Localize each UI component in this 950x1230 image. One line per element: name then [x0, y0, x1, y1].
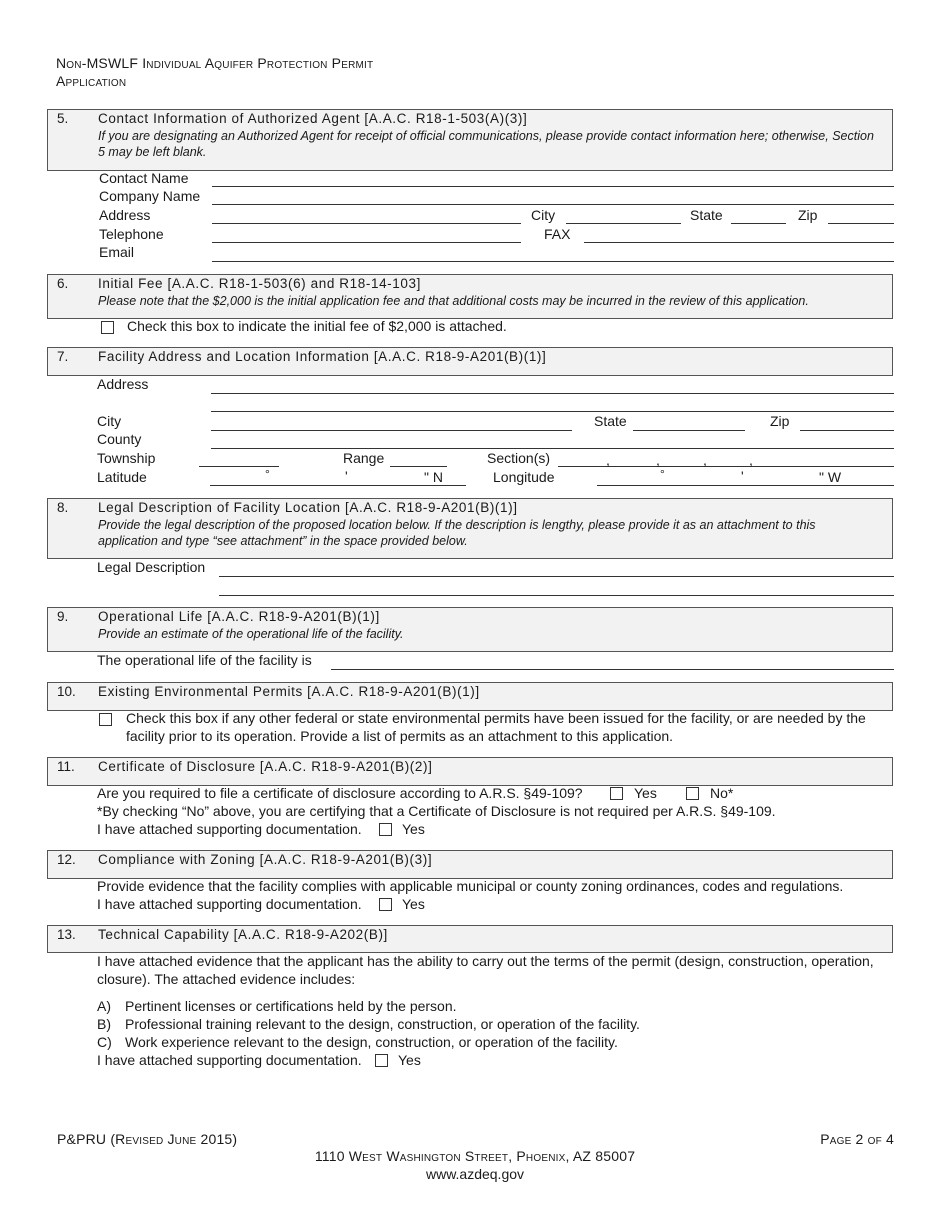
agent-zip-label: Zip	[798, 207, 818, 223]
latitude-minute-mark: '	[345, 468, 348, 484]
section-number: 13.	[57, 927, 76, 942]
zoning-attached-label: I have attached supporting documentation.	[97, 896, 362, 912]
disclosure-question: Are you required to file a certificate of disclosure according to A.R.S. §49-109?	[97, 785, 583, 801]
longitude-field[interactable]	[597, 485, 894, 486]
telephone-field[interactable]	[212, 242, 521, 243]
fax-label: FAX	[544, 226, 571, 242]
company-name-label: Company Name	[99, 188, 201, 204]
disclosure-attached-checkbox[interactable]	[379, 823, 392, 836]
disclosure-no-label: No*	[710, 785, 734, 801]
section-number: 6.	[57, 276, 69, 291]
company-name-field[interactable]	[212, 204, 894, 205]
disclosure-attached-yes: Yes	[402, 821, 425, 837]
longitude-label: Longitude	[493, 469, 555, 485]
section-number: 10.	[57, 684, 76, 699]
revision-label: P&PRU (Revised June 2015)	[57, 1131, 238, 1147]
section-instructions: Provide an estimate of the operational life of the facility.	[98, 627, 404, 641]
existing-permits-check-label-1: Check this box if any other federal or state environmental permits have been issued for the facility, or are needed by the	[126, 710, 866, 726]
facility-address-field-2[interactable]	[211, 411, 894, 412]
section-instructions: Provide the legal description of the proposed location below. If the description is lengthy, please provide it as an attachment to this application and type “see attachment” in the space provided below.	[98, 518, 816, 548]
sections-comma: ,	[656, 452, 660, 468]
footer-website[interactable]: www.azdeq.gov	[425, 1166, 525, 1182]
section-7-header	[47, 347, 893, 376]
section-number: 8.	[57, 500, 69, 515]
agent-address-label: Address	[99, 207, 151, 223]
longitude-seconds-w: " W	[819, 469, 842, 485]
sections-label: Section(s)	[487, 450, 551, 466]
operational-life-label: The operational life of the facility is	[97, 652, 312, 668]
section-title: Facility Address and Location Information [A.A.C. R18-9-A201(B)(1)]	[98, 349, 547, 364]
section-9-header	[47, 607, 893, 652]
section-11-header	[47, 757, 893, 786]
technical-item-letter: B)	[97, 1016, 111, 1032]
technical-text-1: I have attached evidence that the applicant has the ability to carry out the terms of the permit (design, construction, operation,	[97, 953, 874, 969]
sections-comma: ,	[749, 452, 753, 468]
facility-address-label: Address	[97, 376, 149, 392]
zoning-attached-yes: Yes	[402, 896, 425, 912]
agent-state-field[interactable]	[731, 223, 786, 224]
range-field[interactable]	[390, 466, 447, 467]
form-title-line2: Application	[56, 73, 127, 89]
facility-zip-label: Zip	[770, 413, 790, 429]
technical-item-text: Work experience relevant to the design, construction, or operation of the facility.	[125, 1034, 618, 1050]
contact-name-field[interactable]	[212, 186, 894, 187]
disclosure-yes-label: Yes	[634, 785, 657, 801]
facility-zip-field[interactable]	[800, 430, 894, 431]
zoning-text: Provide evidence that the facility complies with applicable municipal or county zoning ordinances, codes and regulations.	[97, 878, 844, 894]
section-number: 7.	[57, 349, 69, 364]
fax-field[interactable]	[584, 242, 894, 243]
disclosure-note: *By checking “No” above, you are certifying that a Certificate of Disclosure is not required per A.R.S. §49-109.	[97, 803, 776, 819]
initial-fee-check-label: Check this box to indicate the initial fee of $2,000 is attached.	[127, 318, 507, 334]
section-number: 5.	[57, 111, 69, 126]
facility-state-label: State	[594, 413, 627, 429]
email-field[interactable]	[212, 261, 894, 262]
form-title-line1: Non-MSWLF Individual Aquifer Protection Permit	[56, 55, 374, 71]
latitude-label: Latitude	[97, 469, 147, 485]
section-13-header	[47, 925, 893, 953]
facility-city-field[interactable]	[211, 430, 572, 431]
county-field[interactable]	[211, 448, 894, 449]
facility-city-label: City	[97, 413, 122, 429]
legal-description-field[interactable]	[219, 576, 894, 577]
contact-name-label: Contact Name	[99, 170, 189, 186]
page-number: Page 2 of 4	[820, 1131, 894, 1147]
section-title: Legal Description of Facility Location [A.A.C. R18-9-A201(B)(1)]	[98, 500, 518, 515]
agent-zip-field[interactable]	[828, 223, 894, 224]
technical-item-letter: A)	[97, 998, 111, 1014]
telephone-label: Telephone	[99, 226, 164, 242]
section-12-header	[47, 850, 893, 879]
technical-attached-yes: Yes	[398, 1052, 421, 1068]
disclosure-yes-checkbox[interactable]	[610, 787, 623, 800]
disclosure-attached-label: I have attached supporting documentation.	[97, 821, 362, 837]
email-label: Email	[99, 244, 135, 260]
existing-permits-check-label-2: facility prior to its operation. Provide a list of permits as an attachment to this application.	[126, 728, 674, 744]
agent-city-label: City	[531, 207, 556, 223]
legal-description-field-2[interactable]	[219, 595, 894, 596]
latitude-degree-mark: °	[265, 467, 270, 481]
section-10-header	[47, 682, 893, 711]
zoning-attached-checkbox[interactable]	[379, 898, 392, 911]
technical-attached-label: I have attached supporting documentation.	[97, 1052, 362, 1068]
section-title: Operational Life [A.A.C. R18-9-A201(B)(1)]	[98, 609, 380, 624]
technical-item-text: Professional training relevant to the design, construction, or operation of the facility.	[125, 1016, 640, 1032]
technical-item-text: Pertinent licenses or certifications held by the person.	[125, 998, 457, 1014]
facility-address-field[interactable]	[211, 393, 894, 394]
section-8-header	[47, 498, 893, 559]
section-instructions: Please note that the $2,000 is the initial application fee and that additional costs may be incurred in the review of this application.	[98, 294, 809, 308]
section-number: 9.	[57, 609, 69, 624]
section-5-header	[47, 109, 893, 171]
operational-life-field[interactable]	[331, 669, 894, 670]
agent-state-label: State	[690, 207, 723, 223]
footer-address: 1110 West Washington Street, Phoenix, AZ 85007	[314, 1148, 636, 1164]
section-title: Contact Information of Authorized Agent [A.A.C. R18-1-503(A)(3)]	[98, 111, 528, 126]
sections-comma: ,	[606, 452, 610, 468]
section-number: 11.	[57, 759, 75, 774]
section-title: Existing Environmental Permits [A.A.C. R18-9-A201(B)(1)]	[98, 684, 480, 699]
facility-state-field[interactable]	[633, 430, 745, 431]
township-label: Township	[97, 450, 156, 466]
longitude-degree-mark: °	[660, 467, 665, 481]
technical-text-2: closure). The attached evidence includes:	[97, 971, 356, 987]
agent-address-field[interactable]	[212, 223, 521, 224]
technical-item-letter: C)	[97, 1034, 112, 1050]
range-label: Range	[343, 450, 385, 466]
sections-comma: ,	[703, 452, 707, 468]
legal-description-label: Legal Description	[97, 559, 206, 575]
existing-permits-checkbox[interactable]	[99, 713, 112, 726]
section-title: Compliance with Zoning [A.A.C. R18-9-A201(B)(3)]	[98, 852, 433, 867]
longitude-minute-mark: '	[741, 468, 744, 484]
section-title: Initial Fee [A.A.C. R18-1-503(6) and R18-14-103]	[98, 276, 421, 291]
technical-attached-checkbox[interactable]	[375, 1054, 388, 1067]
disclosure-no-checkbox[interactable]	[686, 787, 699, 800]
section-number: 12.	[57, 852, 76, 867]
latitude-seconds-n: " N	[424, 469, 443, 485]
initial-fee-checkbox[interactable]	[101, 321, 114, 334]
agent-city-field[interactable]	[566, 223, 681, 224]
section-6-header	[47, 274, 893, 319]
county-label: County	[97, 431, 142, 447]
section-instructions: If you are designating an Authorized Agent for receipt of official communications, please provide contact information here; otherwise, Section 5 may be left blank.	[98, 129, 874, 159]
section-title: Technical Capability [A.A.C. R18-9-A202(B)]	[98, 927, 388, 942]
section-title: Certificate of Disclosure [A.A.C. R18-9-A201(B)(2)]	[98, 759, 433, 774]
